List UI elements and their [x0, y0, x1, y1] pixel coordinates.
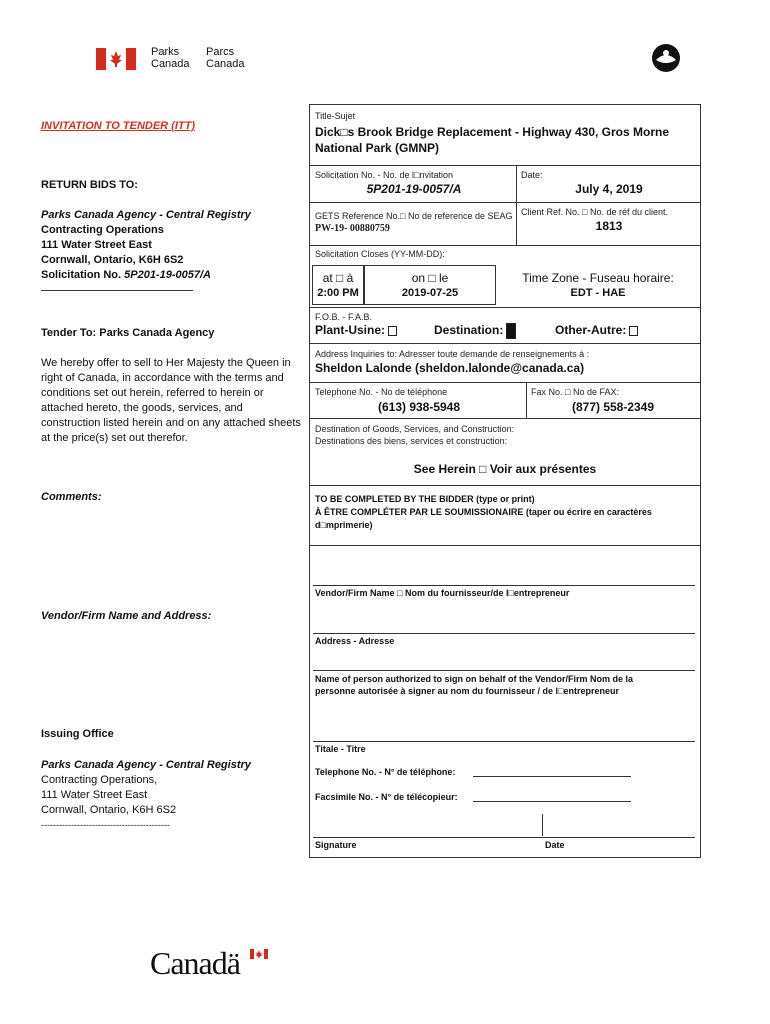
address-line-2: 111 Water Street East: [41, 239, 152, 251]
telephone-value: (613) 938-5948: [377, 400, 461, 414]
authorized-person-field[interactable]: [313, 652, 695, 669]
itt-title: INVITATION TO TENDER (ITT): [41, 120, 195, 132]
authorized-person-label: Name of person authorized to sign on behalf of the Vendor/Firm Nom de la personne autorisée à signer au nom du fournisseur / de l□entrepreneur: [315, 674, 634, 696]
solicitation-no-label: Solicitation No. - No. de l□nvitation: [315, 170, 454, 180]
timezone-label: Time Zone - Fuseau horaire:: [522, 271, 674, 285]
bidder-fax-label: Facsimile No. - N° de télécopieur:: [315, 792, 458, 802]
solicitation-number: 5P201-19-0057/A: [124, 269, 211, 281]
address-label: Address - Adresse: [315, 636, 395, 646]
solicitation-no-value: 5P201-19-0057/A: [366, 182, 462, 196]
address-inquiries-value: Sheldon Lalonde (sheldon.lalonde@canada.ca): [315, 361, 585, 375]
on-label: on □ le: [411, 271, 449, 285]
logo-en-line2: Canada: [151, 58, 190, 70]
fob-plant-checkbox[interactable]: [388, 326, 397, 336]
fob-plant-label: Plant-Usine:: [315, 323, 386, 337]
gets-label: GETS Reference No.□ No de reference de SEAG: [315, 211, 513, 221]
fax-label: Fax No. □ No de FAX:: [531, 387, 619, 397]
closing-date: 2019-07-25: [401, 287, 459, 299]
title-label: Title-Sujet: [315, 111, 356, 121]
vendor-name-field[interactable]: [313, 550, 695, 584]
vendor-name-address-label: Vendor/Firm Name and Address:: [41, 610, 212, 622]
issuing-address-2: 111 Water Street East: [41, 789, 148, 801]
bidder-fax-field[interactable]: [473, 801, 631, 802]
bidder-phone-label: Telephone No. - N° de téléphone:: [315, 767, 456, 777]
fax-value: (877) 558-2349: [571, 400, 655, 414]
logo-fr-line2: Canada: [206, 58, 245, 70]
fob-other-label: Other-Autre:: [555, 323, 627, 337]
client-ref-label: Client Ref. No. □ No. de réf du client.: [521, 207, 669, 217]
signature-label: Signature: [315, 840, 357, 850]
return-bids-heading: RETURN BIDS TO:: [41, 179, 138, 191]
address-field[interactable]: [313, 605, 695, 632]
beaver-emblem-icon: [650, 42, 682, 74]
tender-to: Tender To: Parks Canada Agency: [41, 327, 215, 339]
fob-label: F.O.B. - F.A.B.: [315, 312, 373, 322]
timezone-value: EDT - HAE: [570, 287, 626, 299]
destination-label-en: Destination of Goods, Services, and Construction:: [315, 424, 515, 434]
issuing-agency: Parks Canada Agency - Central Registry: [41, 759, 251, 771]
fob-other-checkbox[interactable]: [629, 326, 638, 336]
address-line-1: Contracting Operations: [41, 224, 164, 236]
logo-fr-line1: Parcs: [206, 46, 235, 58]
issuing-office-heading: Issuing Office: [41, 728, 114, 740]
client-ref-value: 1813: [595, 219, 623, 233]
agency-name: Parks Canada Agency - Central Registry: [41, 209, 251, 221]
parks-canada-logo: [96, 46, 256, 72]
fob-destination-checkbox[interactable]: [506, 323, 516, 339]
address-line-3: Cornwall, Ontario, K6H 6S2: [41, 254, 184, 266]
closes-label: Solicitation Closes (YY-MM-DD):: [315, 249, 445, 259]
underline-dashes: ———————————————————: [41, 286, 193, 295]
signature-field[interactable]: [313, 812, 541, 836]
at-label: at □ à: [322, 271, 354, 285]
canada-wordmark: [150, 945, 240, 981]
address-inquiries-label: Address Inquiries to: Adresser toute demande de renseignements à :: [315, 349, 590, 359]
logo-en-line1: Parks: [151, 46, 180, 58]
fob-destination-label: Destination:: [434, 323, 504, 338]
solicitation-label: Solicitation No.: [41, 269, 122, 281]
title-value: Dick□s Brook Bridge Replacement - Highway 430, Gros Morne National Park (GMNP): [315, 125, 670, 155]
vendor-name-label: Vendor/Firm Name □ Nom du fournisseur/de l□entrepreneur: [315, 588, 570, 598]
wordmark-flag-icon: [250, 949, 268, 959]
gets-value: PW-19- 00880759: [315, 223, 390, 234]
bidder-title-field[interactable]: [313, 715, 695, 740]
bidder-title-label: Titale - Titre: [315, 744, 366, 754]
comments-label: Comments:: [41, 491, 102, 503]
date-label: Date:: [521, 170, 543, 180]
bidder-phone-field[interactable]: [473, 776, 631, 777]
bidder-heading-fr: À ÊTRE COMPLÉTER PAR LE SOUMISSIONAIRE (taper ou écrire en caractères d□mprimerie): [315, 507, 652, 530]
telephone-label: Telephone No. - No de téléphone: [315, 387, 448, 397]
canada-flag-icon: [96, 48, 136, 70]
signature-date-label: Date: [545, 840, 565, 850]
closing-time: 2:00 PM: [317, 287, 359, 299]
canada-wordmark-text: Canadä: [150, 945, 240, 981]
date-field[interactable]: [545, 812, 695, 836]
destination-label-fr: Destinations des biens, services et construction:: [315, 436, 508, 446]
issuing-address-1: Contracting Operations,: [41, 774, 158, 786]
date-value: July 4, 2019: [575, 182, 643, 196]
offer-text: We hereby offer to sell to Her Majesty the Queen in right of Canada, in accordance with the terms and conditions set out herein, referred to herein or attached hereto, the goods, services, and construction listed herein and on any attached sheets at the price(s) set out therefor.: [41, 357, 301, 444]
bidder-heading-en: TO BE COMPLETED BY THE BIDDER (type or print): [315, 494, 535, 504]
issuing-dashes: -------------------------------------------: [41, 820, 170, 830]
issuing-address-3: Cornwall, Ontario, K6H 6S2: [41, 804, 177, 816]
destination-value: See Herein □ Voir aux présentes: [413, 462, 597, 476]
